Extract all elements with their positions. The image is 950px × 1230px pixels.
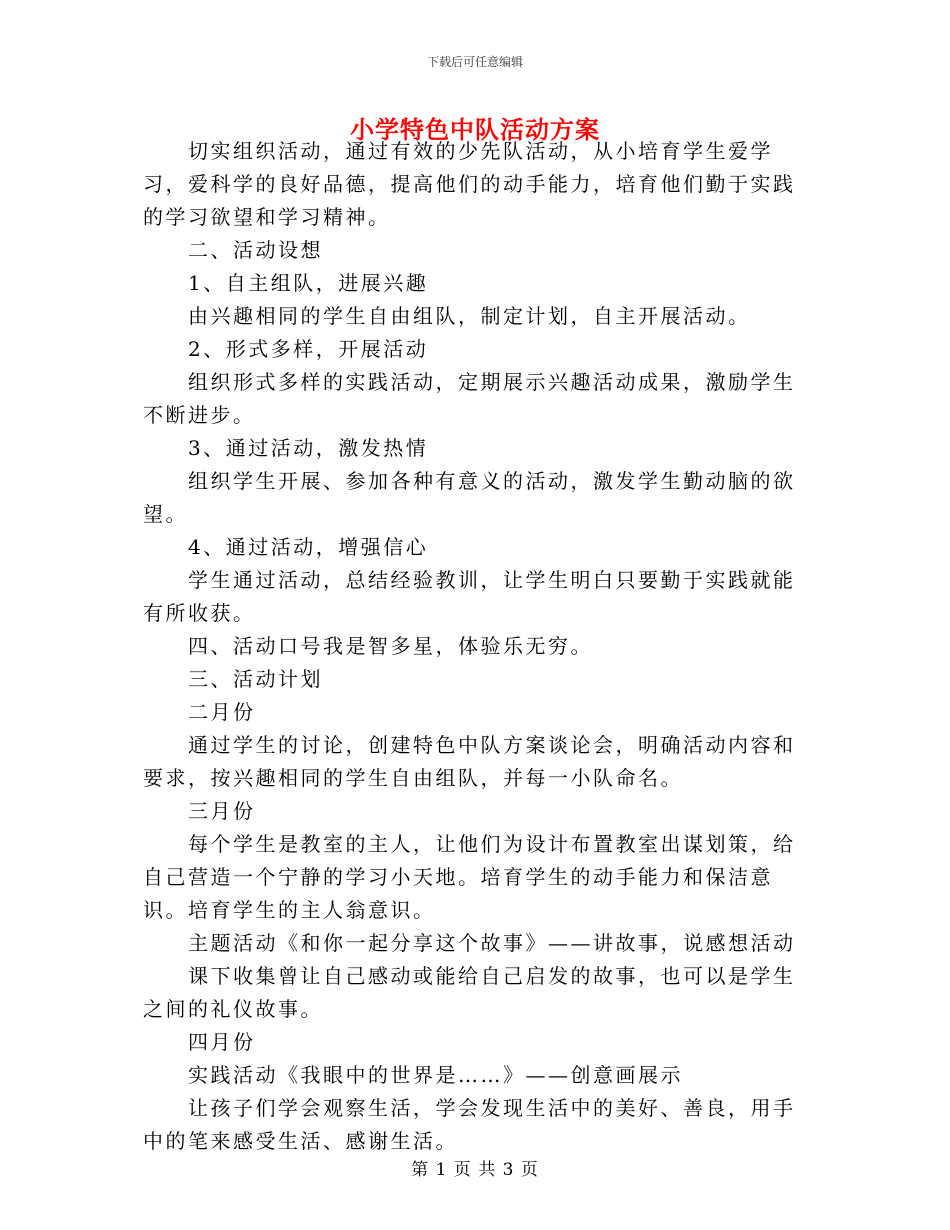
paragraph-3: 组织学生开展、参加各种有意义的活动，激发学生勤动脑的欲望。 [143, 469, 796, 526]
theme-activity-story: 主题活动《和你一起分享这个故事》——讲故事，说感想活动 [188, 931, 796, 955]
paragraph-2: 组织形式多样的实践活动，定期展示兴趣活动成果，激励学生不断进步。 [143, 370, 796, 427]
subheading-1: 1、自主组队，进展兴趣 [188, 271, 429, 295]
practice-activity-drawing: 实践活动《我眼中的世界是……》——创意画展示 [188, 1063, 683, 1087]
month-march: 三月份 [188, 799, 256, 823]
month-february: 二月份 [188, 700, 256, 724]
paragraph-drawing: 让孩子们学会观察生活，学会发现生活中的美好、善良，用手中的笔来感受生活、感谢生活。 [143, 1096, 796, 1153]
paragraph-1: 由兴趣相同的学生自由组队，制定计划，自主开展活动。 [188, 304, 751, 328]
page-indicator: 第 1 页 共 3 页 [411, 1160, 539, 1180]
document-body [143, 135, 808, 1158]
heading-activity-idea: 二、活动设想 [188, 238, 323, 262]
subheading-3: 3、通过活动，激发热情 [188, 436, 429, 460]
subheading-2: 2、形式多样，开展活动 [188, 337, 429, 361]
paragraph-march: 每个学生是教室的主人，让他们为设计布置教室出谋划策，给自己营造一个宁静的学习小天地。培育学生的动手能力和保洁意识。培育学生的主人翁意识。 [143, 832, 796, 922]
paragraph-intro: 切实组织活动，通过有效的少先队活动，从小培育学生爱学习，爱科学的良好品德，提高他们的动手能力，培育他们勤于实践的学习欲望和学习精神。 [143, 139, 796, 229]
document-title: 小学特色中队活动方案 [350, 115, 600, 144]
paragraph-4: 学生通过活动，总结经验教训，让学生明白只要勤于实践就能有所收获。 [143, 568, 796, 625]
heading-activity-plan: 三、活动计划 [188, 667, 323, 691]
paragraph-story: 课下收集曾让自己感动或能给自己启发的故事，也可以是学生之间的礼仪故事。 [143, 964, 796, 1021]
header-note: 下载后可任意编辑 [426, 55, 523, 69]
slogan-line: 四、活动口号我是智多星，体验乐无穷。 [188, 634, 593, 658]
subheading-4: 4、通过活动，增强信心 [188, 535, 429, 559]
month-april: 四月份 [188, 1030, 256, 1054]
paragraph-february: 通过学生的讨论，创建特色中队方案谈论会，明确活动内容和要求，按兴趣相同的学生自由组队，并每一小队命名。 [143, 733, 796, 790]
